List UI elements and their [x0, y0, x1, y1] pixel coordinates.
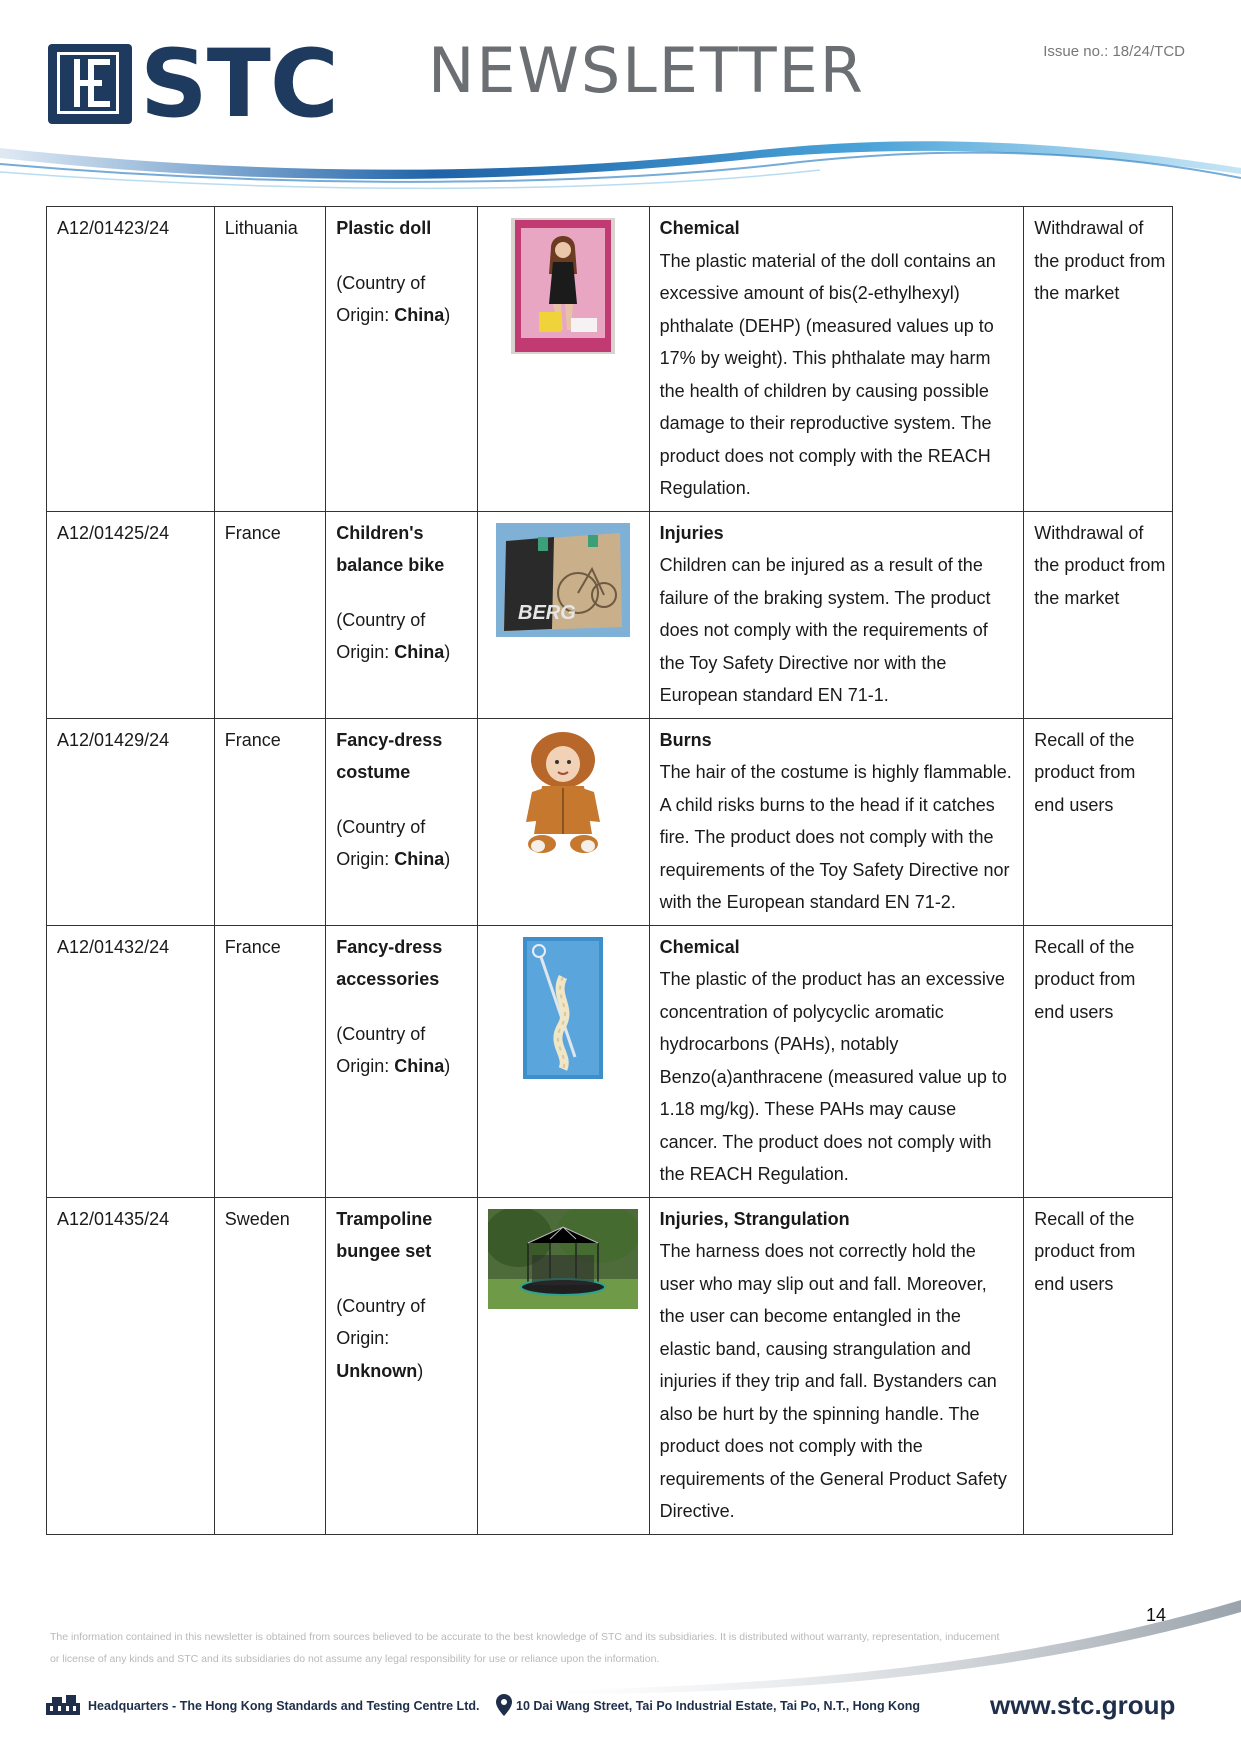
hazard-type: Chemical [659, 218, 740, 238]
country-of-origin: (Country of Origin: China) [336, 272, 451, 325]
address-label: 10 Dai Wang Street, Tai Po Industrial Estate, Tai Po, N.T., Hong Kong [516, 1699, 920, 1713]
headquarters-label: Headquarters - The Hong Kong Standards and Testing Centre Ltd. [88, 1699, 480, 1713]
hazard-type: Injuries, Strangulation [659, 1208, 850, 1229]
product-image-cell [477, 925, 649, 1197]
country-cell: Lithuania [214, 207, 325, 512]
product-image-cell [477, 718, 649, 925]
product-name: Children's balance bike [336, 522, 445, 575]
table-row [47, 1197, 1173, 1534]
stc-emblem-icon [48, 44, 132, 124]
hazard-type: Burns [659, 729, 712, 750]
ref-cell: A12/01435/24 [47, 1197, 215, 1534]
table-row [47, 925, 1173, 1197]
ref-cell: A12/01432/24 [47, 925, 215, 1197]
page-number: 14 [1146, 1605, 1167, 1625]
hazard-cell [649, 207, 1024, 512]
country-of-origin: (Country of Origin: China) [336, 609, 451, 662]
recall-table [46, 206, 1173, 1535]
country-cell: France [214, 511, 325, 718]
hazard-cell [649, 718, 1024, 925]
lion-costume-photo [518, 730, 608, 860]
hazard-cell [649, 511, 1024, 718]
hazard-cell [649, 1197, 1024, 1534]
hazard-description: The plastic material of the doll contains an excessive amount of bis(2-ethylhexyl) phthalate (DEHP) (measured values up to 17% by weight). This phthalate may harm the health of children by causing possible damage to their reproductive system. The product does not comply with the REACH Regulation. [659, 250, 996, 498]
product-name: Trampoline bungee set [336, 1208, 433, 1261]
product-cell [326, 207, 478, 512]
hazard-description: The plastic of the product has an excessive concentration of polycyclic aromatic hydrocarbons (PAHs), notably Benzo(a)anthracene (measured value up to 1.18 mg/kg). These PAHs may cause cancer. The product does not comply with the REACH Regulation. [659, 969, 1007, 1184]
product-cell [326, 925, 478, 1197]
hazard-cell [649, 925, 1024, 1197]
product-name: Fancy-dress accessories [336, 936, 443, 989]
product-image-cell [477, 207, 649, 512]
trampoline-photo [488, 1209, 638, 1309]
product-name: Plastic doll [336, 218, 432, 238]
bike-box-brand: BERG [518, 601, 577, 624]
measure-cell: Withdrawal of the product from the market [1024, 207, 1173, 512]
measure-cell: Recall of the product from end users [1024, 1197, 1173, 1534]
country-cell: Sweden [214, 1197, 325, 1534]
hazard-type: Injuries [659, 522, 724, 543]
country-of-origin: (Country of Origin: Unknown) [336, 1295, 426, 1381]
doll-box-photo [511, 218, 615, 354]
product-image-cell [477, 511, 649, 718]
header-swoosh [0, 120, 1241, 200]
disclaimer: The information contained in this newsletter is obtained from sources believed to be accurate to the best knowledge of STC and its subsidiaries. It is distributed without warranty, representation, inducement or license of any kinds and STC and its subsidiaries do not assume any legal responsibility for use or reliance upon the information. [50, 1631, 1000, 1665]
country-cell: France [214, 718, 325, 925]
hazard-type: Chemical [659, 936, 740, 957]
ref-cell: A12/01425/24 [47, 511, 215, 718]
building-icon [46, 1695, 80, 1715]
product-image-cell [477, 1197, 649, 1534]
wand-braid-photo [523, 937, 603, 1079]
measure-cell: Recall of the product from end users [1024, 925, 1173, 1197]
table-row [47, 207, 1173, 512]
country-of-origin: (Country of Origin: China) [336, 816, 451, 869]
table-row [47, 718, 1173, 925]
newsletter-title: NEWSLETTER [428, 34, 865, 107]
hazard-description: The harness does not correctly hold the user who may slip out and fall. Moreover, the user can become entangled in the elastic band, causing strangulation and injuries if they trip and fall. Bystanders can also be hurt by the spinning handle. The product does not comply with the requirements of the General Product Safety Directive. [659, 1241, 1007, 1521]
country-cell: France [214, 925, 325, 1197]
ref-cell: A12/01423/24 [47, 207, 215, 512]
website-link[interactable]: www.stc.group [990, 1690, 1176, 1720]
hazard-description: Children can be injured as a result of the failure of the braking system. The product does not comply with the requirements of the Toy Safety Directive nor with the European standard EN 71-1. [659, 555, 991, 705]
logo-text: STC [140, 30, 338, 139]
table-row [47, 511, 1173, 718]
hazard-description: The hair of the costume is highly flammable. A child risks burns to the head if it catches fire. The product does not comply with the requirements of the Toy Safety Directive nor with the European standard EN 71-2. [659, 762, 1012, 912]
product-name: Fancy-dress costume [336, 729, 443, 782]
issue-number: Issue no.: 18/24/TCD [1043, 43, 1185, 60]
footer-bar [46, 1692, 1196, 1722]
measure-cell: Recall of the product from end users [1024, 718, 1173, 925]
country-of-origin: (Country of Origin: China) [336, 1023, 451, 1076]
bike-box-photo [496, 523, 630, 637]
product-cell [326, 718, 478, 925]
product-cell [326, 511, 478, 718]
product-cell [326, 1197, 478, 1534]
ref-cell: A12/01429/24 [47, 718, 215, 925]
location-pin-icon [496, 1694, 512, 1716]
measure-cell: Withdrawal of the product from the market [1024, 511, 1173, 718]
